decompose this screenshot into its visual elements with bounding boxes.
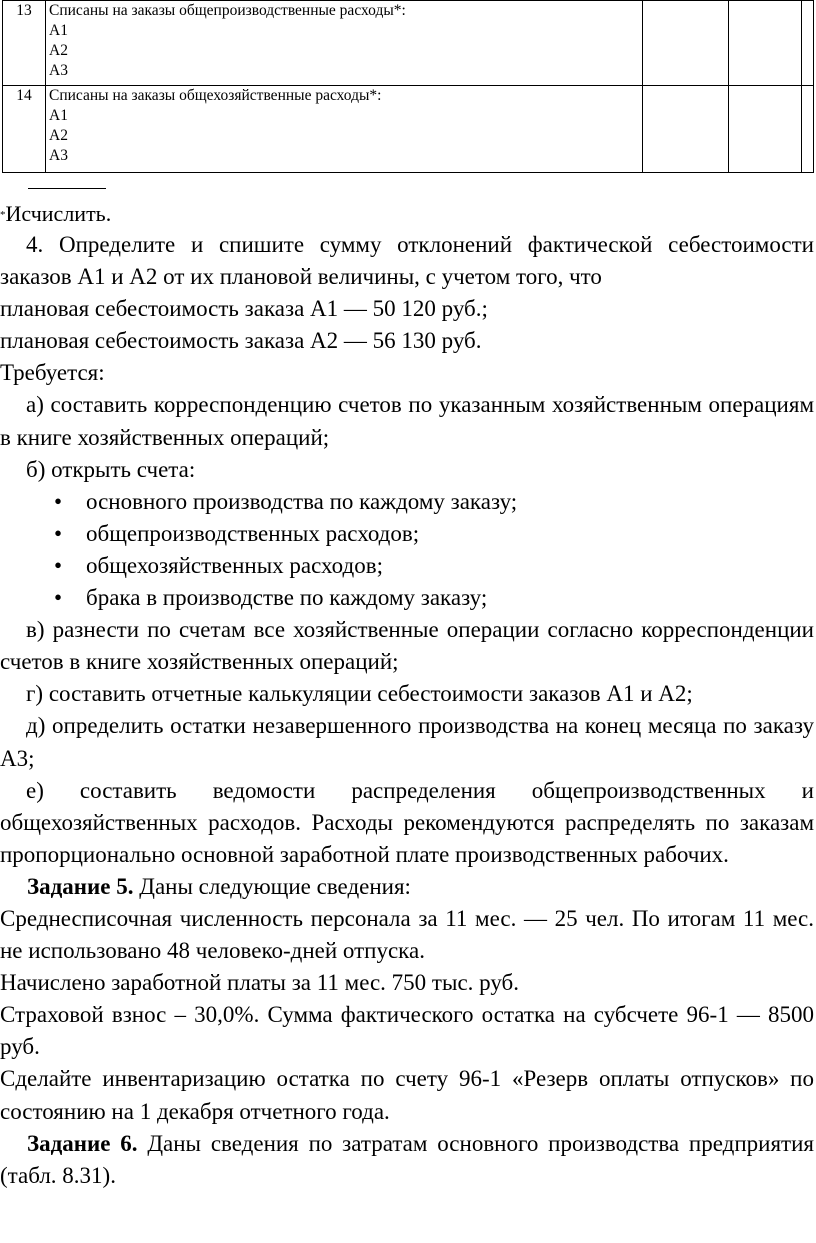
bullet-icon: •	[54, 520, 63, 546]
bullet-text: общепроизводственных расходов;	[86, 520, 420, 546]
row-number: 13	[3, 1, 46, 86]
bullet-icon: •	[54, 585, 63, 611]
required-item-a: а) составить корреспонденцию счетов по указанным хозяйственным операциям в книге хозяйственных операций;	[0, 392, 814, 450]
order-item: А2	[49, 42, 68, 59]
required-item-d: д) определить остатки незавершенного производства на конец месяца по заказу А3;	[0, 713, 814, 771]
task-5-line: Сделайте инвентаризацию остатка по счету 96-1 «Резерв оплаты отпусков» по состоянию на 1 декабря отчетного года.	[0, 1066, 814, 1124]
table-row	[3, 1, 814, 86]
list-item	[0, 486, 814, 518]
task-6-label: Задание 6.	[27, 1130, 138, 1156]
row-description	[46, 1, 643, 86]
task-5-heading	[0, 871, 814, 903]
row-title: Списаны на заказы общехозяйственные расходы*:	[49, 87, 382, 104]
row-number: 14	[3, 86, 46, 173]
required-item-v: в) разнести по счетам все хозяйственные операции согласно корреспонденции счетов в книге хозяйственных операций;	[0, 617, 814, 675]
order-item: А1	[49, 22, 68, 39]
task-5-line: Страховой взнос – 30,0%. Сумма фактического остатка на субсчете 96-1 — 8500 руб.	[0, 1002, 814, 1060]
debit-cell	[643, 86, 729, 173]
required-item-e: е) составить ведомости распределения общепроизводственных и общехозяйственных расходов. Расходы рекомендуются распределять по заказам пропорционально основной заработной плате производственных рабочих.	[0, 777, 814, 867]
document-body	[0, 229, 814, 1192]
required-heading: Требуется:	[0, 360, 105, 386]
order-item: А1	[49, 107, 68, 124]
order-item: А2	[49, 127, 68, 144]
bullet-text: общехозяйственных расходов;	[86, 552, 383, 578]
task-5-intro: Даны следующие сведения:	[133, 873, 411, 899]
bullet-icon: •	[54, 488, 63, 514]
order-item: А3	[49, 62, 68, 79]
footnote-text: Исчислить.	[5, 201, 112, 226]
required-item-b: б) открыть счета:	[26, 456, 196, 482]
list-item	[0, 582, 814, 614]
amount-cell	[802, 1, 814, 86]
bullet-icon: •	[54, 552, 63, 578]
plan-cost-a2: плановая себестоимость заказа А2 — 56 130 руб.	[0, 328, 482, 354]
table-row	[3, 86, 814, 173]
item-4-paragraph: 4. Определите и спишите сумму отклонений фактической себестоимости заказов А1 и А2 от их плановой величины, с учетом того, что	[0, 232, 814, 290]
credit-cell	[729, 86, 802, 173]
order-item: А3	[49, 147, 68, 164]
plan-cost-a1: плановая себестоимость заказа А1 — 50 120 руб.;	[0, 296, 488, 322]
debit-cell	[643, 1, 729, 86]
list-item	[0, 518, 814, 550]
row-title: Списаны на заказы общепроизводственные расходы*:	[49, 2, 406, 19]
task-5-line: Начислено заработной платы за 11 мес. 750 тыс. руб.	[0, 970, 519, 996]
bullet-text: брака в производстве по каждому заказу;	[86, 585, 488, 611]
footnote-separator	[28, 188, 106, 189]
task-6-text: Даны сведения по затратам основного производства предприятия (табл. 8.31).	[0, 1130, 814, 1188]
credit-cell	[729, 1, 802, 86]
operations-table	[2, 0, 814, 173]
bullet-text: основного производства по каждому заказу;	[86, 488, 518, 514]
task-5-label: Задание 5.	[27, 873, 134, 899]
row-description	[46, 86, 643, 173]
task-6-paragraph	[0, 1128, 814, 1192]
footnote	[0, 197, 111, 230]
required-item-g: г) составить отчетные калькуляции себестоимости заказов А1 и А2;	[26, 681, 693, 707]
footnote-marker: *	[0, 209, 6, 221]
task-5-line: Среднесписочная численность персонала за 11 мес. — 25 чел. По итогам 11 мес. не использовано 48 человеко-дней отпуска.	[0, 905, 814, 964]
amount-cell	[802, 86, 814, 173]
list-item	[0, 550, 814, 582]
